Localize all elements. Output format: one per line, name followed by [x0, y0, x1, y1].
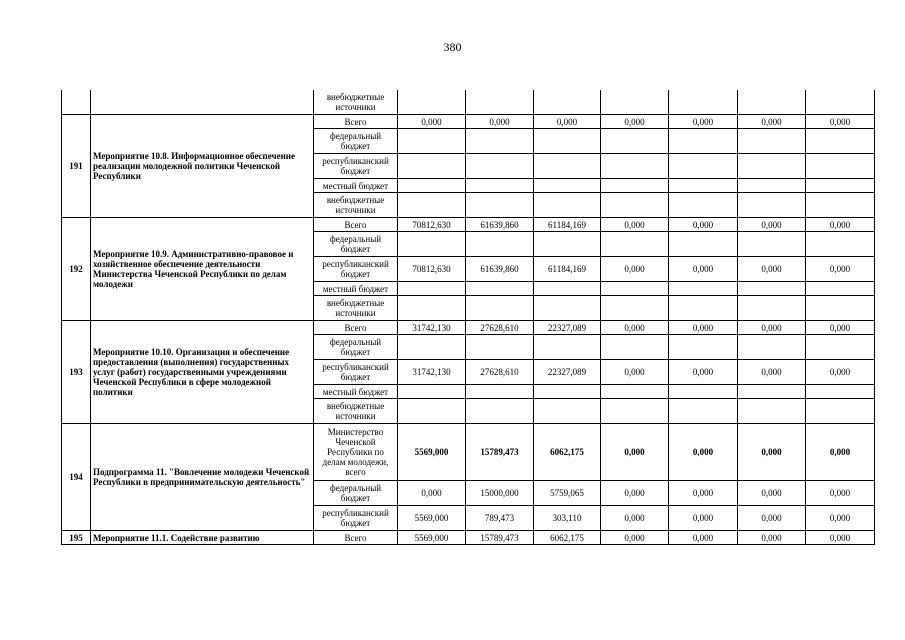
table-row — [62, 424, 875, 481]
amount-cell: 0,000 — [669, 360, 738, 385]
table-row — [62, 531, 875, 545]
amount-cell — [669, 154, 738, 179]
amount-cell: 61184,169 — [534, 218, 601, 232]
amount-cell — [534, 179, 601, 193]
amount-cell: 0,000 — [669, 506, 738, 531]
amount-cell — [601, 296, 669, 321]
amount-cell — [738, 154, 806, 179]
amount-cell — [738, 282, 806, 296]
table-row — [62, 218, 875, 232]
amount-cell — [466, 296, 534, 321]
program-name: Мероприятие 10.10. Организация и обеспечение предоставления (выполнения) государственных услуг (работ) государственными учреждениями Чеченской Республики в сфере молодежной политики — [91, 321, 314, 424]
amount-cell — [398, 296, 466, 321]
amount-cell — [738, 129, 806, 154]
funding-source: федеральный бюджет — [314, 129, 398, 154]
row-number: 194 — [62, 424, 91, 531]
amount-cell — [534, 129, 601, 154]
funding-source: местный бюджет — [314, 179, 398, 193]
amount-cell: 0,000 — [601, 481, 669, 506]
amount-cell: 0,000 — [669, 424, 738, 481]
funding-source: внебюджетные источники — [314, 90, 398, 115]
amount-cell: 0,000 — [601, 115, 669, 129]
amount-cell: 0,000 — [738, 115, 806, 129]
amount-cell — [669, 90, 738, 115]
amount-cell: 0,000 — [601, 531, 669, 545]
amount-cell — [601, 179, 669, 193]
amount-cell: 27628,610 — [466, 360, 534, 385]
amount-cell: 31742,130 — [398, 360, 466, 385]
amount-cell: 61639,860 — [466, 218, 534, 232]
amount-cell: 789,473 — [466, 506, 534, 531]
table-row — [62, 115, 875, 129]
amount-cell — [466, 385, 534, 399]
amount-cell: 0,000 — [806, 360, 875, 385]
amount-cell — [398, 385, 466, 399]
amount-cell — [669, 385, 738, 399]
amount-cell — [398, 232, 466, 257]
row-number: 193 — [62, 321, 91, 424]
amount-cell — [601, 193, 669, 218]
amount-cell — [738, 399, 806, 424]
amount-cell: 0,000 — [669, 321, 738, 335]
amount-cell — [398, 282, 466, 296]
amount-cell: 0,000 — [601, 257, 669, 282]
table-body — [62, 90, 875, 545]
amount-cell: 61639,860 — [466, 257, 534, 282]
amount-cell: 0,000 — [738, 531, 806, 545]
amount-cell — [738, 232, 806, 257]
row-number: 191 — [62, 115, 91, 218]
funding-source: республиканский бюджет — [314, 257, 398, 282]
funding-source: внебюджетные источники — [314, 193, 398, 218]
program-name: Мероприятие 10.8. Информационное обеспечение реализации молодежной политики Чеченской Республики — [91, 115, 314, 218]
amount-cell — [466, 179, 534, 193]
amount-cell — [601, 232, 669, 257]
program-name: Подпрограмма 11. "Вовлечение молодежи Чеченской Республики в предпринимательскую деятельность" — [91, 424, 314, 531]
amount-cell — [534, 90, 601, 115]
amount-cell: 15789,473 — [466, 531, 534, 545]
amount-cell: 31742,130 — [398, 321, 466, 335]
row-number: 192 — [62, 218, 91, 321]
funding-source: внебюджетные источники — [314, 399, 398, 424]
amount-cell — [601, 282, 669, 296]
amount-cell — [738, 193, 806, 218]
table-row — [62, 90, 875, 115]
amount-cell — [601, 385, 669, 399]
amount-cell — [534, 232, 601, 257]
funding-source: Всего — [314, 218, 398, 232]
amount-cell — [601, 129, 669, 154]
amount-cell: 0,000 — [806, 506, 875, 531]
amount-cell — [738, 90, 806, 115]
amount-cell — [806, 335, 875, 360]
page-number: 380 — [443, 40, 462, 54]
amount-cell — [534, 154, 601, 179]
amount-cell — [806, 90, 875, 115]
amount-cell: 0,000 — [806, 531, 875, 545]
amount-cell: 0,000 — [669, 115, 738, 129]
funding-source: Всего — [314, 115, 398, 129]
amount-cell — [669, 129, 738, 154]
amount-cell: 0,000 — [601, 321, 669, 335]
funding-source: местный бюджет — [314, 282, 398, 296]
amount-cell — [534, 193, 601, 218]
amount-cell — [398, 335, 466, 360]
amount-cell — [738, 385, 806, 399]
amount-cell: 5569,000 — [398, 531, 466, 545]
amount-cell: 0,000 — [601, 506, 669, 531]
amount-cell: 0,000 — [738, 218, 806, 232]
amount-cell: 70812,630 — [398, 218, 466, 232]
amount-cell — [601, 335, 669, 360]
amount-cell — [738, 335, 806, 360]
funding-source: федеральный бюджет — [314, 335, 398, 360]
amount-cell — [806, 129, 875, 154]
amount-cell — [601, 399, 669, 424]
amount-cell — [738, 179, 806, 193]
amount-cell — [534, 282, 601, 296]
amount-cell — [466, 335, 534, 360]
amount-cell: 0,000 — [601, 218, 669, 232]
amount-cell: 0,000 — [738, 506, 806, 531]
amount-cell: 6062,175 — [534, 531, 601, 545]
amount-cell — [669, 193, 738, 218]
amount-cell — [806, 399, 875, 424]
program-name: Мероприятие 11.1. Содействие развитию — [91, 531, 314, 545]
amount-cell: 22327,089 — [534, 360, 601, 385]
amount-cell — [669, 282, 738, 296]
amount-cell: 0,000 — [669, 257, 738, 282]
amount-cell: 0,000 — [534, 115, 601, 129]
amount-cell: 303,110 — [534, 506, 601, 531]
funding-source: федеральный бюджет — [314, 232, 398, 257]
funding-source: республиканский бюджет — [314, 360, 398, 385]
funding-source: внебюджетные источники — [314, 296, 398, 321]
amount-cell — [806, 232, 875, 257]
amount-cell — [806, 179, 875, 193]
amount-cell — [669, 179, 738, 193]
amount-cell: 6062,175 — [534, 424, 601, 481]
amount-cell: 0,000 — [806, 424, 875, 481]
amount-cell: 0,000 — [738, 424, 806, 481]
amount-cell — [669, 232, 738, 257]
amount-cell — [669, 335, 738, 360]
funding-source: местный бюджет — [314, 385, 398, 399]
amount-cell — [738, 296, 806, 321]
amount-cell: 0,000 — [806, 257, 875, 282]
amount-cell: 61184,169 — [534, 257, 601, 282]
amount-cell: 22327,089 — [534, 321, 601, 335]
funding-source: Всего — [314, 321, 398, 335]
amount-cell: 15789,473 — [466, 424, 534, 481]
amount-cell: 0,000 — [669, 218, 738, 232]
amount-cell — [534, 296, 601, 321]
amount-cell — [466, 232, 534, 257]
amount-cell: 0,000 — [806, 115, 875, 129]
amount-cell — [398, 193, 466, 218]
amount-cell: 0,000 — [398, 481, 466, 506]
amount-cell — [466, 193, 534, 218]
budget-table — [61, 90, 875, 545]
row-number: 195 — [62, 531, 91, 545]
amount-cell: 15000,000 — [466, 481, 534, 506]
amount-cell — [534, 335, 601, 360]
amount-cell — [534, 399, 601, 424]
amount-cell: 0,000 — [601, 360, 669, 385]
amount-cell: 0,000 — [466, 115, 534, 129]
amount-cell: 0,000 — [806, 481, 875, 506]
amount-cell — [806, 193, 875, 218]
amount-cell — [466, 90, 534, 115]
funding-source: федеральный бюджет — [314, 481, 398, 506]
amount-cell — [806, 282, 875, 296]
amount-cell: 5759,065 — [534, 481, 601, 506]
amount-cell: 0,000 — [669, 481, 738, 506]
amount-cell: 0,000 — [398, 115, 466, 129]
amount-cell — [398, 399, 466, 424]
amount-cell — [601, 154, 669, 179]
amount-cell: 5569,000 — [398, 506, 466, 531]
amount-cell — [466, 399, 534, 424]
row-number — [62, 90, 91, 115]
amount-cell — [398, 154, 466, 179]
amount-cell — [466, 282, 534, 296]
amount-cell: 0,000 — [601, 424, 669, 481]
funding-source: республиканский бюджет — [314, 506, 398, 531]
funding-source: Министерство Чеченской Республики по делам молодежи, всего — [314, 424, 398, 481]
amount-cell — [806, 385, 875, 399]
amount-cell — [398, 179, 466, 193]
table-row — [62, 321, 875, 335]
amount-cell — [601, 90, 669, 115]
amount-cell: 0,000 — [806, 218, 875, 232]
program-name — [91, 90, 314, 115]
amount-cell — [398, 90, 466, 115]
amount-cell — [806, 154, 875, 179]
program-name: Мероприятие 10.9. Административно-правовое и хозяйственное обеспечение деятельности Министерства Чеченской Республики по делам молодежи — [91, 218, 314, 321]
funding-source: Всего — [314, 531, 398, 545]
amount-cell: 0,000 — [738, 360, 806, 385]
amount-cell — [466, 129, 534, 154]
amount-cell: 27628,610 — [466, 321, 534, 335]
amount-cell: 5569,000 — [398, 424, 466, 481]
amount-cell — [669, 399, 738, 424]
amount-cell — [534, 385, 601, 399]
amount-cell — [669, 296, 738, 321]
amount-cell: 0,000 — [669, 531, 738, 545]
amount-cell — [398, 129, 466, 154]
amount-cell — [466, 154, 534, 179]
amount-cell: 0,000 — [806, 321, 875, 335]
amount-cell: 0,000 — [738, 321, 806, 335]
amount-cell — [806, 296, 875, 321]
amount-cell: 0,000 — [738, 481, 806, 506]
amount-cell: 70812,630 — [398, 257, 466, 282]
funding-source: республиканский бюджет — [314, 154, 398, 179]
amount-cell: 0,000 — [738, 257, 806, 282]
